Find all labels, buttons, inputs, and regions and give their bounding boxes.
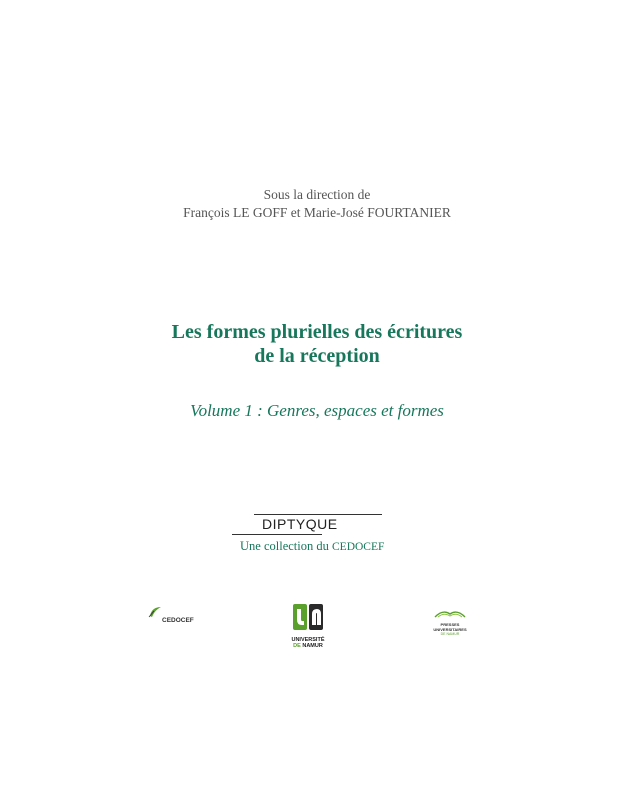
direction-block — [0, 186, 634, 222]
series-rule-bottom — [232, 534, 322, 535]
series-collection-org: CEDOCEF — [332, 541, 385, 553]
unamur-emblem-icon — [293, 604, 323, 630]
editors-names: François LE GOFF et Marie-José FOURTANIER — [183, 205, 451, 220]
volume-subtitle: Volume 1 : Genres, espaces et formes — [190, 401, 444, 420]
unamur-text-line1: UNIVERSITÉ — [291, 637, 325, 643]
unamur-text-line2 — [288, 643, 328, 649]
pu-text-line1: PRESSES — [440, 622, 460, 627]
unamur-text-namur: NAMUR — [300, 643, 323, 649]
cedocef-logo — [148, 609, 194, 627]
book-title-line1: Les formes plurielles des écritures — [171, 321, 463, 343]
cedocef-logo-text: CEDOCEF — [162, 617, 194, 624]
series-name: DIPTYQUE — [262, 516, 338, 532]
series-rule-top — [254, 514, 382, 515]
series-collection-line — [240, 539, 400, 554]
book-pages-icon — [433, 608, 467, 618]
series-collection-prefix: Une collection du — [240, 539, 332, 553]
presses-universitaires-logo — [425, 605, 475, 636]
unamur-text-de: DE — [293, 643, 301, 649]
direction-label: Sous la direction de — [263, 187, 371, 202]
pu-text-line3: DE NAMUR — [440, 632, 460, 637]
leaf-icon — [148, 606, 162, 618]
pu-text-line2: UNIVERSITAIRES — [433, 626, 467, 632]
book-title-line2: de la réception — [254, 345, 380, 367]
book-title — [0, 320, 634, 368]
unamur-logo — [288, 604, 328, 649]
